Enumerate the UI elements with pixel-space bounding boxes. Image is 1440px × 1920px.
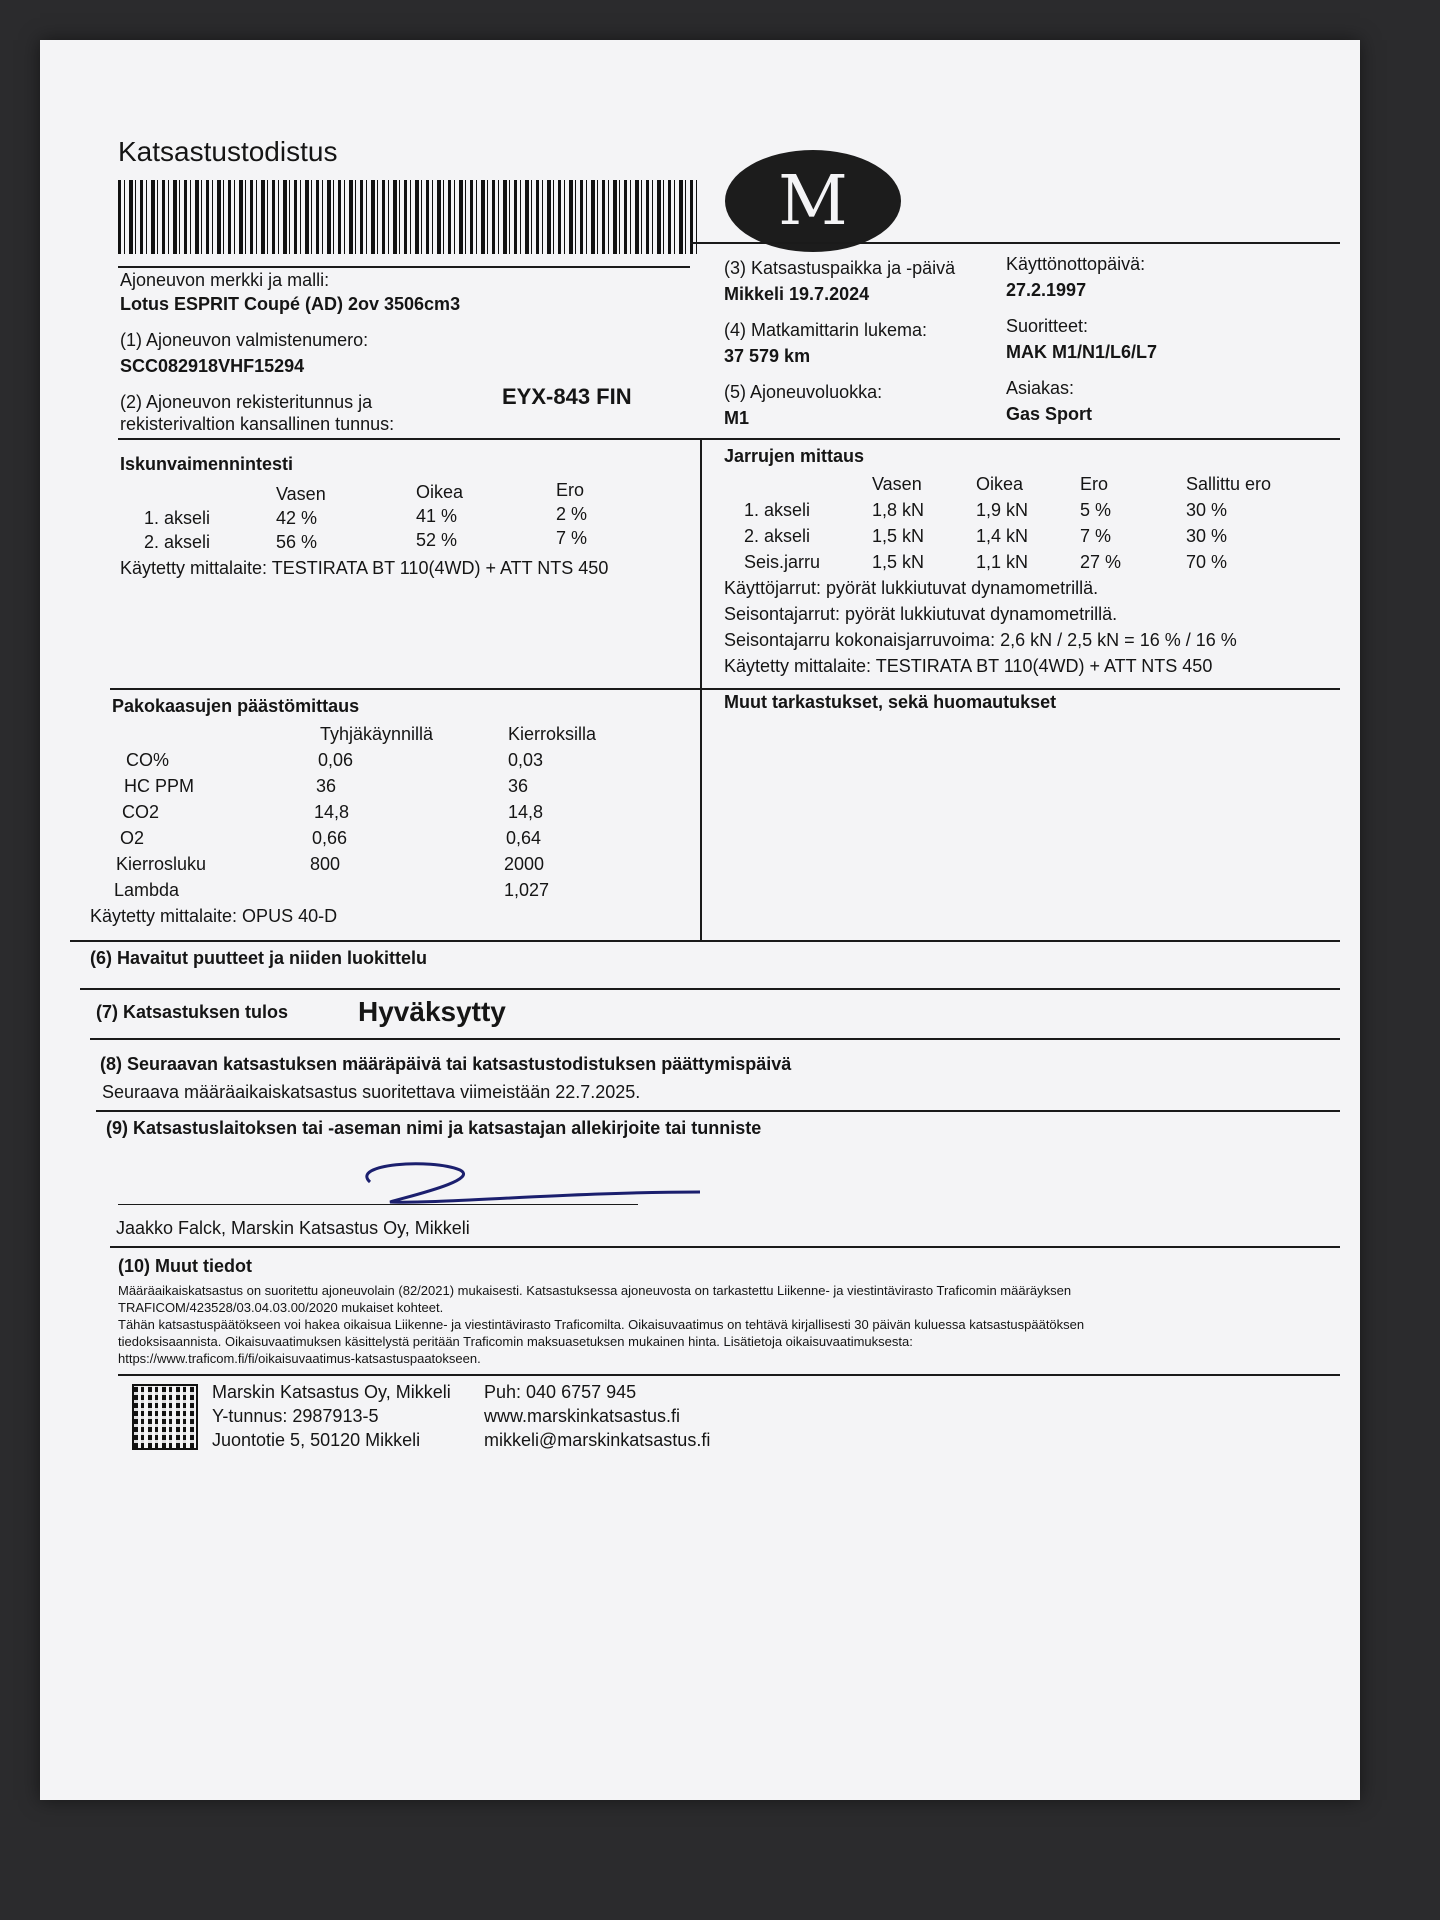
- brake-left: 1,5 kN: [872, 552, 925, 572]
- brake-left: 1,5 kN: [872, 526, 925, 546]
- emission-name: Lambda: [114, 880, 180, 900]
- brake-device: Käytetty mittalaite: TESTIRATA BT 110(4WD) + ATT NTS 450: [724, 656, 1213, 676]
- divider: [118, 266, 690, 268]
- column-divider: [700, 690, 702, 940]
- emission-idle: 800: [310, 854, 341, 874]
- company-email[interactable]: mikkeli@marskinkatsastus.fi: [484, 1430, 711, 1450]
- shock-header-diff: Ero: [556, 480, 585, 500]
- emission-rev: 14,8: [508, 802, 544, 822]
- make-label: Ajoneuvon merkki ja malli:: [120, 270, 330, 290]
- brake-allowed: 70 %: [1186, 552, 1228, 572]
- divider: [118, 438, 1340, 440]
- info-line: Määräaikaiskatsastus on suoritettu ajoneuvolain (82/2021) mukaisesti. Katsastuksessa ajoneuvosta on tarkastettu Liikenne- ja viestintävirasto Traficomin määräyksen: [118, 1283, 1072, 1298]
- brake-allowed: 30 %: [1186, 526, 1228, 546]
- shock-diff: 2 %: [556, 504, 588, 524]
- shock-header-left: Vasen: [276, 484, 326, 504]
- shock-left: 56 %: [276, 532, 318, 552]
- brake-note: Seisontajarru kokonaisjarruvoima: 2,6 kN / 2,5 kN = 16 % / 16 %: [724, 630, 1237, 650]
- client-label: Asiakas:: [1006, 378, 1075, 398]
- next-inspection-text: Seuraava määräaikaiskatsastus suoritettava viimeistään 22.7.2025.: [102, 1082, 641, 1102]
- company-contact: [484, 1380, 710, 1452]
- company-phone: Puh: 040 6757 945: [484, 1382, 637, 1402]
- shock-header-right: Oikea: [416, 482, 464, 502]
- result-value: Hyväksytty: [358, 996, 506, 1027]
- brake-diff: 27 %: [1080, 552, 1122, 572]
- shock-test-title: Iskunvaimennintesti: [120, 454, 294, 474]
- emission-idle: 0,66: [312, 828, 348, 848]
- emission-name: Kierrosluku: [116, 854, 207, 874]
- divider: [110, 1246, 1340, 1248]
- place-value: Mikkeli 19.7.2024: [724, 284, 870, 304]
- brake-right: 1,9 kN: [976, 500, 1029, 520]
- company-info: [212, 1380, 451, 1452]
- other-checks-title: Muut tarkastukset, sekä huomautukset: [724, 692, 1057, 712]
- column-divider: [700, 440, 702, 690]
- intro-date-value: 27.2.1997: [1006, 280, 1087, 300]
- divider: [110, 688, 1340, 690]
- brake-note: Seisontajarrut: pyörät lukkiutuvat dynamometrillä.: [724, 604, 1118, 624]
- emissions-header-idle: Tyhjäkäynnillä: [320, 724, 434, 744]
- brake-right: 1,1 kN: [976, 552, 1029, 572]
- emissions-title: Pakokaasujen päästömittaus: [112, 696, 360, 716]
- signature-title: (9) Katsastuslaitoksen tai -aseman nimi ja katsastajan allekirjoite tai tunniste: [106, 1118, 762, 1138]
- info-line: tiedoksisaannista. Oikaisuvaatimuksen käsittelystä peritään Traficomin maksuasetuksen mukainen hinta. Lisätietoja oikaisuvaatimuksesta:: [118, 1334, 913, 1349]
- emission-idle: 0,06: [318, 750, 354, 770]
- info-line: TRAFICOM/423528/03.04.03.00/2020 mukaiset kohteet.: [118, 1300, 444, 1315]
- other-info-title: (10) Muut tiedot: [118, 1256, 252, 1276]
- company-address: Juontotie 5, 50120 Mikkeli: [212, 1430, 421, 1450]
- vin-value: SCC082918VHF15294: [120, 356, 305, 376]
- company-logo: [725, 150, 901, 252]
- brake-left: 1,8 kN: [872, 500, 925, 520]
- shock-axle: 1. akseli: [144, 508, 211, 528]
- logo-letter: M: [778, 161, 848, 241]
- brake-test-title: Jarrujen mittaus: [724, 446, 865, 466]
- emission-rev: 2000: [504, 854, 545, 874]
- shock-diff: 7 %: [556, 528, 588, 548]
- emission-rev: 1,027: [504, 880, 550, 900]
- company-website[interactable]: www.marskinkatsastus.fi: [484, 1406, 681, 1426]
- client-value: Gas Sport: [1006, 404, 1093, 424]
- place-label: (3) Katsastuspaikka ja -päivä: [724, 258, 956, 278]
- emission-name: O2: [120, 828, 145, 848]
- shock-left: 42 %: [276, 508, 318, 528]
- emission-idle: 14,8: [314, 802, 350, 822]
- shock-axle: 2. akseli: [144, 532, 211, 552]
- info-link[interactable]: https://www.traficom.fi/fi/oikaisuvaatimus-katsastuspaatokseen.: [118, 1351, 481, 1366]
- qr-code: [132, 1384, 198, 1450]
- brake-diff: 7 %: [1080, 526, 1112, 546]
- make-value: Lotus ESPRIT Coupé (AD) 2ov 3506cm3: [120, 294, 461, 314]
- company-name: Marskin Katsastus Oy, Mikkeli: [212, 1382, 451, 1402]
- company-id: Y-tunnus: 2987913-5: [212, 1406, 379, 1426]
- emission-name: HC PPM: [124, 776, 195, 796]
- brake-right: 1,4 kN: [976, 526, 1029, 546]
- reg-label-2: rekisterivaltion kansallinen tunnus:: [120, 414, 395, 434]
- performances-label: Suoritteet:: [1006, 316, 1089, 336]
- result-label: (7) Katsastuksen tulos: [96, 1002, 289, 1022]
- divider: [690, 242, 1340, 244]
- emission-name: CO%: [126, 750, 170, 770]
- shock-right: 41 %: [416, 506, 458, 526]
- inspection-certificate: [40, 40, 1360, 1800]
- odometer-value: 37 579 km: [724, 346, 811, 366]
- shock-right: 52 %: [416, 530, 458, 550]
- brake-header-diff: Ero: [1080, 474, 1109, 494]
- reg-label-1: (2) Ajoneuvon rekisteritunnus ja: [120, 392, 373, 412]
- emissions-header-rev: Kierroksilla: [508, 724, 597, 744]
- brake-diff: 5 %: [1080, 500, 1112, 520]
- vehicle-class-label: (5) Ajoneuvoluokka:: [724, 382, 883, 402]
- emission-idle: 36: [316, 776, 337, 796]
- emission-rev: 36: [508, 776, 529, 796]
- brake-axle: 2. akseli: [744, 526, 811, 546]
- performances-value: MAK M1/N1/L6/L7: [1006, 342, 1158, 362]
- brake-header-left: Vasen: [872, 474, 922, 494]
- brake-header-allowed: Sallittu ero: [1186, 474, 1272, 494]
- divider: [90, 1038, 1340, 1040]
- divider: [80, 988, 1340, 990]
- defects-title: (6) Havaitut puutteet ja niiden luokittelu: [90, 948, 428, 968]
- brake-note: Käyttöjarrut: pyörät lukkiutuvat dynamometrillä.: [724, 578, 1099, 598]
- brake-axle: 1. akseli: [744, 500, 811, 520]
- emissions-device: Käytetty mittalaite: OPUS 40-D: [90, 906, 338, 926]
- brake-header-right: Oikea: [976, 474, 1024, 494]
- document-title: Katsastustodistus: [118, 136, 338, 167]
- signature-line: [118, 1204, 638, 1205]
- emission-rev: 0,03: [508, 750, 544, 770]
- odometer-label: (4) Matkamittarin lukema:: [724, 320, 928, 340]
- next-inspection-title: (8) Seuraavan katsastuksen määräpäivä tai katsastustodistuksen päättymispäivä: [100, 1054, 792, 1074]
- emission-name: CO2: [122, 802, 160, 822]
- barcode: [118, 180, 698, 254]
- inspector-name: Jaakko Falck, Marskin Katsastus Oy, Mikkeli: [116, 1218, 470, 1238]
- brake-axle: Seis.jarru: [744, 552, 821, 572]
- intro-date-label: Käyttönottopäivä:: [1006, 254, 1146, 274]
- other-info-text: [118, 1282, 1328, 1367]
- emission-rev: 0,64: [506, 828, 542, 848]
- divider: [70, 940, 1340, 942]
- info-line: Tähän katsastuspäätökseen voi hakea oikaisua Liikenne- ja viestintävirasto Traficomilta. Oikaisuvaatimus on tehtävä kirjallisesti 30 päivän kuluessa katsastuspäätöksen: [118, 1317, 1085, 1332]
- vin-label: (1) Ajoneuvon valmistenumero:: [120, 330, 369, 350]
- reg-value: EYX-843 FIN: [502, 384, 632, 409]
- shock-device: Käytetty mittalaite: TESTIRATA BT 110(4WD) + ATT NTS 450: [120, 558, 609, 578]
- divider: [118, 1374, 1340, 1376]
- divider: [96, 1110, 1340, 1112]
- brake-allowed: 30 %: [1186, 500, 1228, 520]
- vehicle-class-value: M1: [724, 408, 750, 428]
